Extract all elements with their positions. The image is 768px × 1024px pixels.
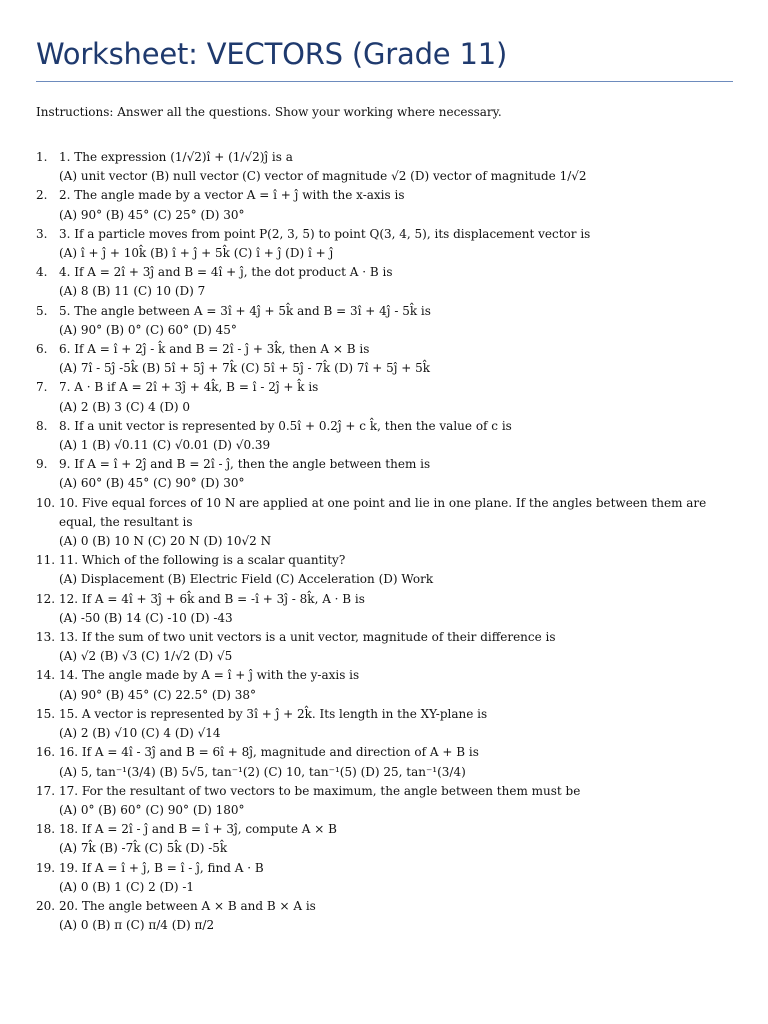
worksheet-page <box>36 36 733 935</box>
question-number: 19. <box>36 860 56 875</box>
question-options: (A) unit vector (B) null vector (C) vector of magnitude √2 (D) vector of magnitude 1/√2 <box>59 169 587 184</box>
question-number: 14. <box>36 668 56 683</box>
question-item <box>36 455 733 493</box>
question-text: 11. Which of the following is a scalar quantity? <box>59 553 346 568</box>
question-text: 3. If a particle moves from point P(2, 3, 5) to point Q(3, 4, 5), its displacement vector is <box>59 226 591 241</box>
question-options: (A) 0 (B) 1 (C) 2 (D) -1 <box>59 879 195 894</box>
question-item <box>36 340 733 378</box>
question-options: (A) 90° (B) 45° (C) 22.5° (D) 38° <box>59 687 256 702</box>
question-number: 17. <box>36 783 56 798</box>
question-item <box>36 743 733 781</box>
question-number: 16. <box>36 745 56 760</box>
question-item <box>36 417 733 455</box>
question-item <box>36 302 733 340</box>
question-number: 1. <box>36 150 48 164</box>
question-text: 2. The angle made by a vector A = î + ĵ with the x-axis is <box>59 188 405 203</box>
question-text: 8. If a unit vector is represented by 0.5î + 0.2ĵ + c k̂, then the value of c is <box>59 418 512 433</box>
question-options: (A) -50 (B) 14 (C) -10 (D) -43 <box>59 610 233 625</box>
question-options: (A) 90° (B) 0° (C) 60° (D) 45° <box>59 322 237 337</box>
question-list <box>36 148 733 935</box>
question-text: 18. If A = 2î - ĵ and B = î + 3ĵ, compute A × B <box>59 822 337 837</box>
question-item <box>36 590 733 628</box>
question-text: 10. Five equal forces of 10 N are applied at one point and lie in one plane. If the angles between them are equal, the resultant is <box>59 495 707 529</box>
question-text: 1. The expression (1/√2)î + (1/√2)ĵ is a <box>59 150 293 164</box>
question-item <box>36 186 733 224</box>
question-options: (A) √2 (B) √3 (C) 1/√2 (D) √5 <box>59 649 233 664</box>
question-text: 20. The angle between A × B and B × A is <box>59 898 316 913</box>
question-options: (A) 2 (B) 3 (C) 4 (D) 0 <box>59 399 190 414</box>
question-text: 9. If A = î + 2ĵ and B = 2î - ĵ, then the angle between them is <box>59 457 431 472</box>
question-text: 7. A · B if A = 2î + 3ĵ + 4k̂, B = î - 2ĵ + k̂ is <box>59 380 319 395</box>
question-options: (A) î + ĵ + 10k̂ (B) î + ĵ + 5k̂ (C) î + ĵ (D) î + ĵ <box>59 246 334 261</box>
question-options: (A) 5, tan⁻¹(3/4) (B) 5√5, tan⁻¹(2) (C) 10, tan⁻¹(5) (D) 25, tan⁻¹(3/4) <box>59 764 466 779</box>
question-number: 10. <box>36 495 56 510</box>
question-options: (A) 0 (B) π (C) π/4 (D) π/2 <box>59 918 215 933</box>
question-number: 13. <box>36 630 56 645</box>
question-item <box>36 820 733 858</box>
question-item <box>36 263 733 301</box>
question-options: (A) 7k̂ (B) -7k̂ (C) 5k̂ (D) -5k̂ <box>59 841 228 856</box>
question-number: 2. <box>36 188 48 203</box>
question-text: 17. For the resultant of two vectors to be maximum, the angle between them must be <box>59 783 581 798</box>
question-item <box>36 148 733 186</box>
question-item <box>36 705 733 743</box>
question-number: 18. <box>36 822 56 837</box>
question-number: 6. <box>36 342 48 357</box>
question-item <box>36 782 733 820</box>
question-number: 12. <box>36 591 56 606</box>
question-number: 9. <box>36 457 48 472</box>
question-item <box>36 494 733 552</box>
question-number: 3. <box>36 226 48 241</box>
question-options: (A) 8 (B) 11 (C) 10 (D) 7 <box>59 284 206 299</box>
question-options: (A) 0° (B) 60° (C) 90° (D) 180° <box>59 802 245 817</box>
question-text: 13. If the sum of two unit vectors is a unit vector, magnitude of their difference is <box>59 630 556 645</box>
question-options: (A) 0 (B) 10 N (C) 20 N (D) 10√2 N <box>59 534 272 549</box>
question-item <box>36 897 733 935</box>
question-number: 20. <box>36 898 56 913</box>
page-title: Worksheet: VECTORS (Grade 11) <box>36 37 508 71</box>
question-options: (A) 90° (B) 45° (C) 25° (D) 30° <box>59 207 245 222</box>
title-divider <box>36 81 733 82</box>
question-number: 15. <box>36 706 56 721</box>
question-options: (A) Displacement (B) Electric Field (C) Acceleration (D) Work <box>59 572 434 587</box>
question-number: 5. <box>36 303 48 318</box>
question-options: (A) 2 (B) √10 (C) 4 (D) √14 <box>59 726 221 741</box>
question-options: (A) 60° (B) 45° (C) 90° (D) 30° <box>59 476 245 491</box>
question-item <box>36 859 733 897</box>
question-text: 12. If A = 4î + 3ĵ + 6k̂ and B = -î + 3ĵ - 8k̂, A · B is <box>59 591 365 606</box>
question-number: 4. <box>36 265 48 280</box>
question-item <box>36 378 733 416</box>
question-text: 6. If A = î + 2ĵ - k̂ and B = 2î - ĵ + 3k̂, then A × B is <box>59 342 370 357</box>
question-item <box>36 225 733 263</box>
instructions-text: Instructions: Answer all the questions. Show your working where necessary. <box>36 105 502 119</box>
question-number: 11. <box>36 553 56 568</box>
question-item <box>36 628 733 666</box>
question-options: (A) 1 (B) √0.11 (C) √0.01 (D) √0.39 <box>59 438 271 453</box>
question-number: 8. <box>36 418 48 433</box>
question-text: 16. If A = 4î - 3ĵ and B = 6î + 8ĵ, magnitude and direction of A + B is <box>59 745 479 760</box>
question-item <box>36 551 733 589</box>
question-text: 5. The angle between A = 3î + 4ĵ + 5k̂ and B = 3î + 4ĵ - 5k̂ is <box>59 303 431 318</box>
question-options: (A) 7î - 5ĵ -5k̂ (B) 5î + 5ĵ + 7k̂ (C) 5î + 5ĵ - 7k̂ (D) 7î + 5ĵ + 5k̂ <box>59 361 431 376</box>
question-text: 19. If A = î + ĵ, B = î - ĵ, find A · B <box>59 860 264 875</box>
question-text: 4. If A = 2î + 3ĵ and B = 4î + ĵ, the dot product A · B is <box>59 265 393 280</box>
question-text: 14. The angle made by A = î + ĵ with the y-axis is <box>59 668 360 683</box>
question-item <box>36 666 733 704</box>
question-text: 15. A vector is represented by 3î + ĵ + 2k̂. Its length in the XY-plane is <box>59 706 488 721</box>
question-number: 7. <box>36 380 48 395</box>
